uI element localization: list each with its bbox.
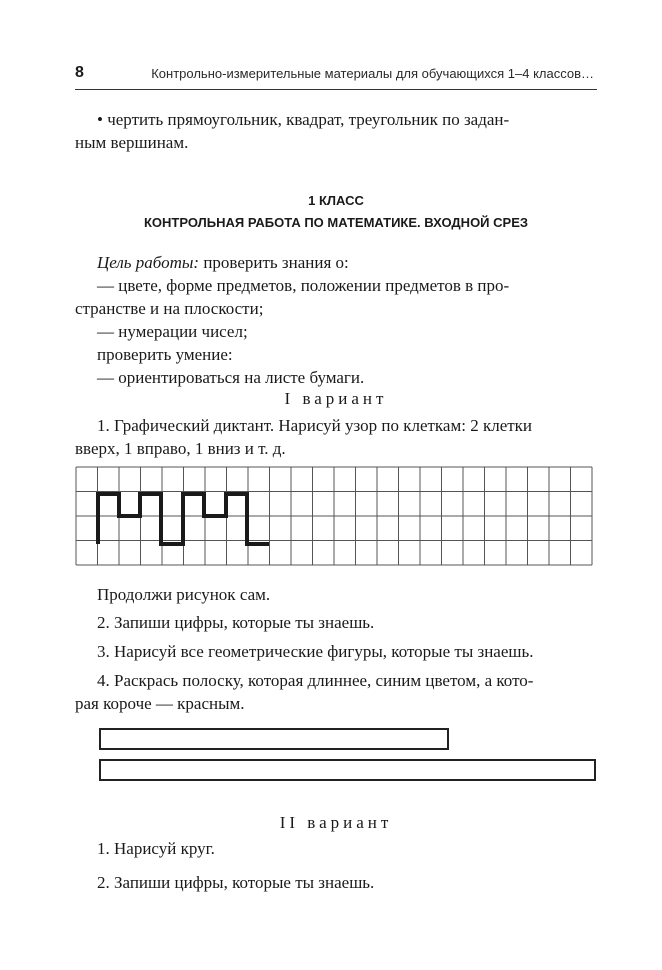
- goal-skill-item: — ориентироваться на листе бумаги.: [97, 368, 365, 387]
- variant2-task1: 1. Нарисуй круг.: [97, 839, 215, 858]
- variant1-task1-line1: 1. Графический диктант. Нарисуй узор по клеткам: 2 клетки: [97, 416, 533, 435]
- intro-bullet-line2: ным вершинам.: [75, 133, 189, 152]
- variant1-task2: 2. Запиши цифры, которые ты знаешь.: [97, 613, 375, 632]
- variant1-task4-line2: рая короче — красным.: [75, 694, 245, 713]
- intro-bullet-line1: • чертить прямоугольник, квадрат, треугольник по задан-: [97, 110, 510, 129]
- goal-line: [97, 251, 349, 274]
- variant2-task2: 2. Запиши цифры, которые ты знаешь.: [97, 873, 375, 892]
- header-rule: [75, 89, 597, 90]
- section-title: КОНТРОЛЬНАЯ РАБОТА ПО МАТЕМАТИКЕ. ВХОДНОЙ СРЕЗ: [143, 215, 529, 230]
- goal-skill-intro: проверить умение:: [97, 345, 233, 364]
- variant1-task4-line1: 4. Раскрась полоску, которая длиннее, синим цветом, а кото-: [97, 671, 534, 690]
- section-grade: 1 КЛАСС: [308, 193, 364, 208]
- variant1-task1-line2: вверх, 1 вправо, 1 вниз и т. д.: [75, 439, 286, 458]
- page-number: 8: [75, 64, 84, 81]
- goal-item1-line1: — цвете, форме предметов, положении предметов в про-: [97, 276, 510, 295]
- long-strip[interactable]: [99, 759, 596, 781]
- goal-label: Цель работы:: [97, 253, 200, 272]
- short-strip[interactable]: [99, 728, 449, 750]
- goal-item2: — нумерации чисел;: [97, 322, 248, 341]
- variant2-title: II вариант: [279, 813, 393, 832]
- goal-item1-line2: странстве и на плоскости;: [75, 299, 264, 318]
- variant1-continue: Продолжи рисунок сам.: [97, 585, 271, 604]
- variant1-title: I вариант: [284, 389, 388, 408]
- variant1-task3: 3. Нарисуй все геометрические фигуры, которые ты знаешь.: [97, 642, 534, 661]
- graph-paper-grid: [74, 465, 600, 567]
- goal-text: проверить знания о:: [199, 253, 349, 272]
- dictation-pattern: [98, 494, 269, 544]
- running-title: Контрольно-измерительные материалы для обучающихся 1–4 классов…: [151, 66, 594, 81]
